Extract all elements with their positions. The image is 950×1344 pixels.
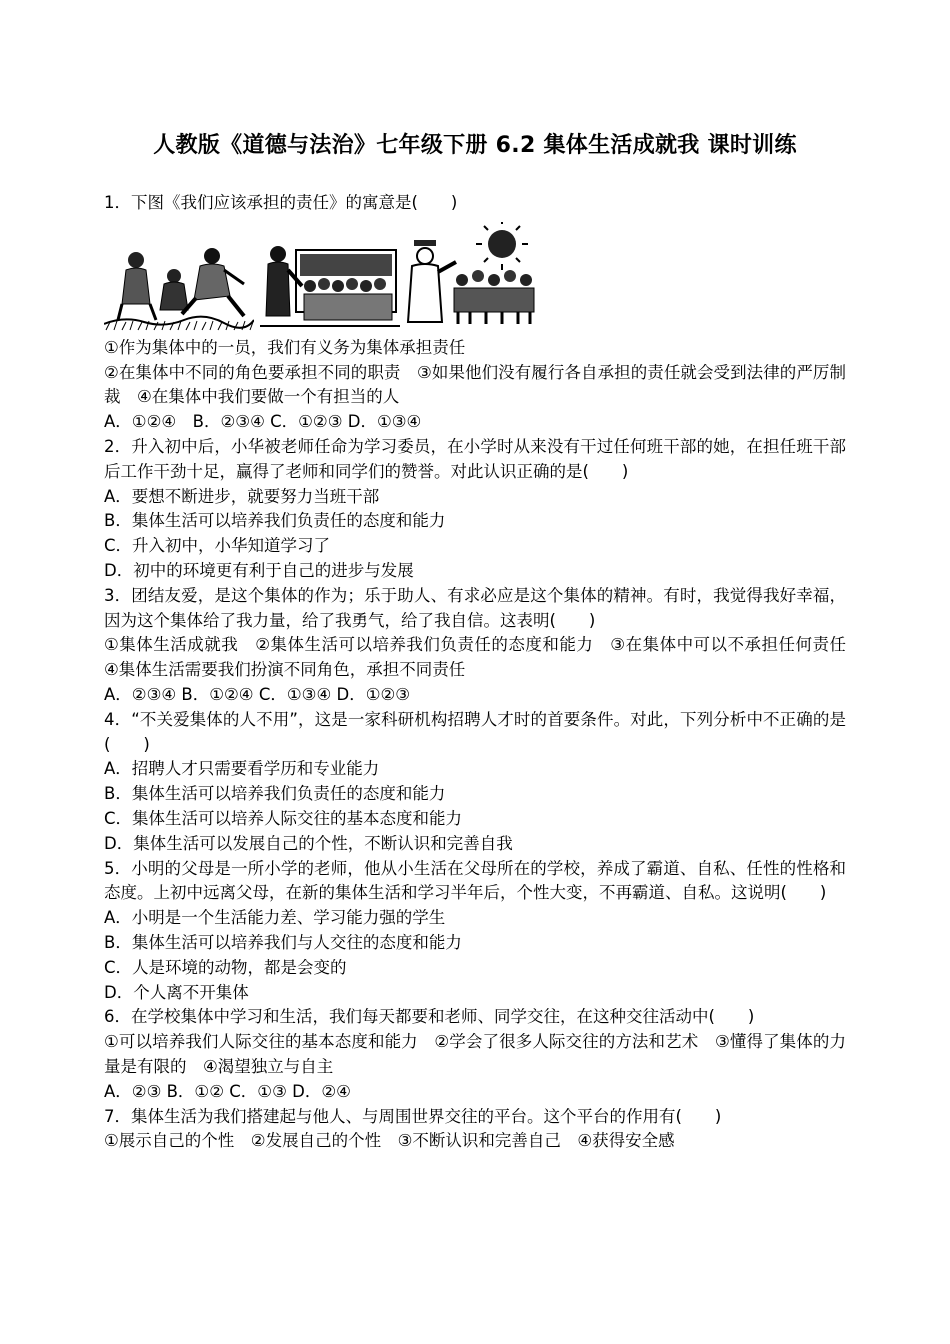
question-2 [104, 435, 846, 584]
question-4-option-c: C．集体生活可以培养人际交往的基本态度和能力 [104, 808, 463, 828]
question-2-option-c: C．升入初中，小华知道学习了 [104, 536, 331, 556]
question-1 [104, 191, 846, 435]
question-4-option-b: B．集体生活可以培养我们负责任的态度和能力 [104, 784, 446, 804]
question-4-option-a: A．招聘人才只需要看学历和专业能力 [104, 759, 380, 779]
question-6-stem: 6．在学校集体中学习和生活，我们每天都要和老师、同学交往，在这种交往活动中( ) [104, 1007, 755, 1027]
question-list [104, 191, 863, 1154]
cartoon-panel-family [104, 240, 254, 332]
question-5 [104, 857, 846, 1006]
question-1-statements-a: ①作为集体中的一员，我们有义务为集体承担责任 [104, 337, 466, 357]
question-3-stem: 3．团结友爱，是这个集体的作为；乐于助人、有求必应是这个集体的精神。有时，我觉得我好幸福，因为这个集体给了我力量，给了我勇气，给了我自信。这表明( ) [104, 585, 846, 630]
question-5-option-c: C．人是环境的动物，都是会变的 [104, 957, 347, 977]
question-3-statements: ①集体生活成就我 ②集体生活可以培养我们负责任的态度和能力 ③在集体中可以不承担任何责任 ④集体生活需要我们扮演不同角色，承担不同责任 [104, 635, 863, 680]
question-6 [104, 1005, 846, 1104]
question-4 [104, 708, 846, 857]
question-5-stem: 5．小明的父母是一所小学的老师，他从小生活在父母所在的学校，养成了霸道、自私、任性的性格和态度。上初中远离父母，在新的集体生活和学习半年后，个性大变，不再霸道、自私。这说明( ) [104, 858, 846, 903]
question-6-statements: ①可以培养我们人际交往的基本态度和能力 ②学会了很多人际交往的方法和艺术 ③懂得了集体的力量是有限的 ④渴望独立与自主 [104, 1032, 846, 1076]
question-2-option-b: B．集体生活可以培养我们负责任的态度和能力 [104, 511, 446, 531]
question-1-cartoon [104, 222, 846, 332]
question-4-stem: 4．“不关爱集体的人不用”，这是一家科研机构招聘人才时的首要条件。对此，下列分析中不正确的是( ) [104, 709, 846, 754]
question-5-option-b: B．集体生活可以培养我们与人交往的态度和能力 [104, 932, 462, 952]
question-3 [104, 584, 863, 708]
question-6-options: A．②③ B．①② C．①③ D．②④ [104, 1081, 351, 1101]
question-1-stem: 1．下图《我们应该承担的责任》的寓意是( ) [104, 193, 458, 212]
question-2-option-a: A．要想不断进步，就要努力当班干部 [104, 486, 380, 506]
question-7 [104, 1105, 846, 1155]
question-7-statements: ①展示自己的个性 ②发展自己的个性 ③不断认识和完善自己 ④获得安全感 [104, 1131, 675, 1151]
cartoon-panel-classroom [260, 240, 400, 332]
cartoon-panel-policeman [406, 222, 538, 332]
question-7-stem: 7．集体生活为我们搭建起与他人、与周围世界交往的平台。这个平台的作用有( ) [104, 1106, 722, 1126]
question-2-stem: 2．升入初中后，小华被老师任命为学习委员，在小学时从来没有干过任何班干部的她，在担任班干部后工作干劲十足，赢得了老师和同学们的赞誉。对此认识正确的是( ) [104, 436, 846, 481]
question-3-options: A．②③④ B．①②④ C．①③④ D．①②③ [104, 684, 411, 704]
question-4-option-d: D．集体生活可以发展自己的个性，不断认识和完善自我 [104, 833, 513, 853]
question-5-option-d: D．个人离不开集体 [104, 982, 249, 1002]
question-1-options: A．①②④ B．②③④ C．①②③ D．①③④ [104, 412, 422, 432]
question-5-option-a: A．小明是一个生活能力差、学习能力强的学生 [104, 908, 446, 928]
question-1-statements-b: ②在集体中不同的角色要承担不同的职责 ③如果他们没有履行各自承担的责任就会受到法律的严厉制裁 ④在集体中我们要做一个有担当的人 [104, 362, 846, 407]
question-2-option-d: D．初中的环境更有利于自己的进步与发展 [104, 560, 414, 580]
document-title: 人教版《道德与法治》七年级下册 6.2 集体生活成就我 课时训练 [153, 133, 797, 158]
